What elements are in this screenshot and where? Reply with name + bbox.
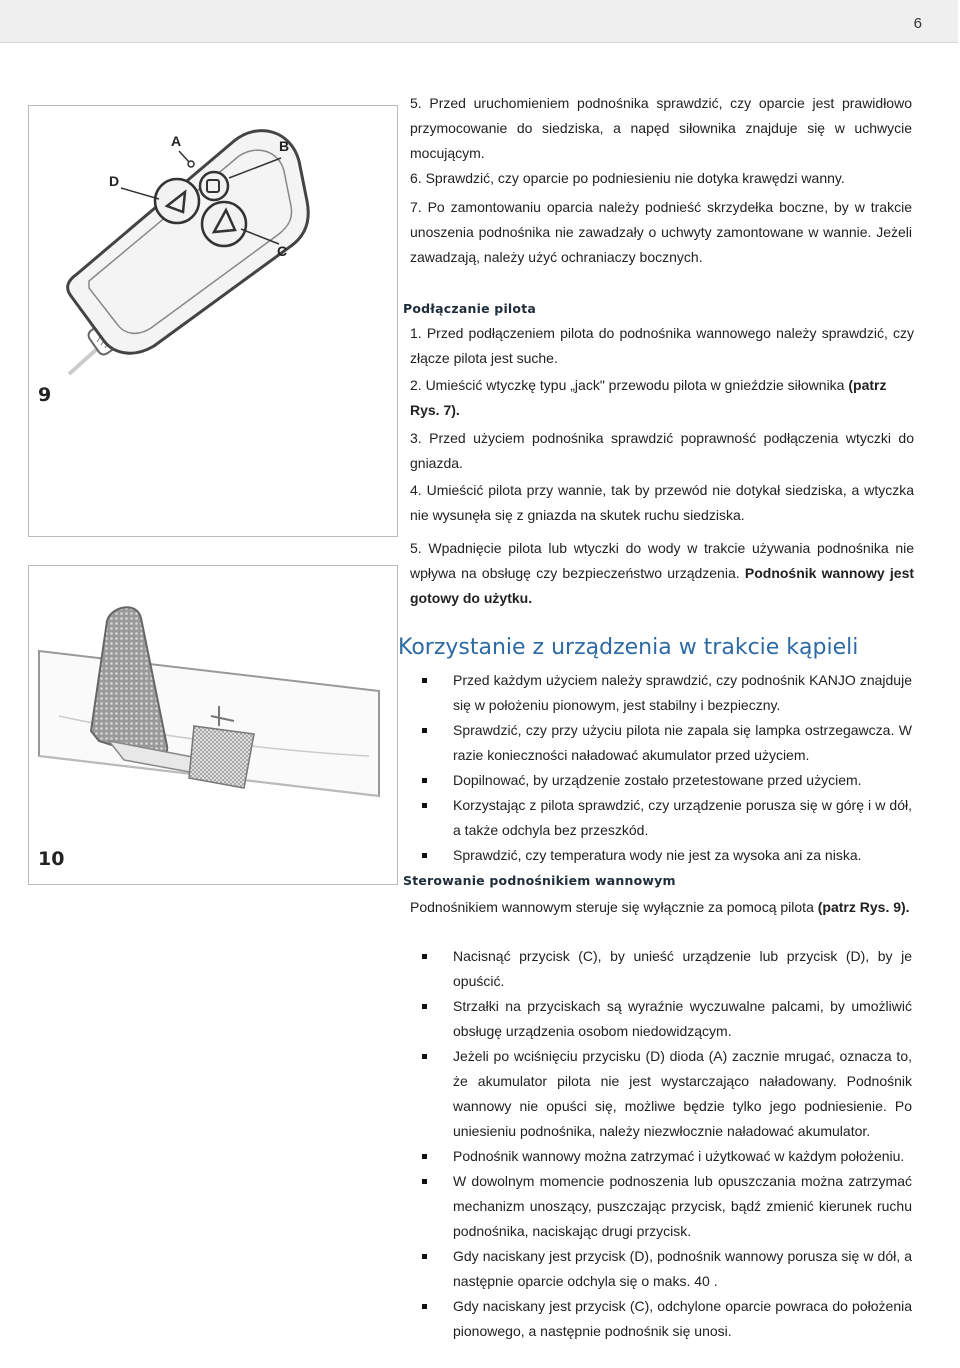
list-item: Strzałki na przyciskach są wyraźnie wyczuwalne palcami, by umożliwić obsługę urządzenia osobom niedowidzącym. [408, 994, 912, 1044]
control-bullet-list [408, 944, 912, 1344]
list-item: Sprawdzić, czy przy użyciu pilota nie zapala się lampka ostrzegawcza. W razie konieczności naładować akumulator przed użyciem. [408, 718, 912, 768]
section-bath-title: Korzystanie z urządzenia w trakcie kąpieli [398, 635, 859, 660]
control-intro [410, 895, 912, 920]
label-a: A [171, 133, 182, 149]
list-item: W dowolnym momencie podnoszenia lub opuszczania można zatrzymać mechanizm unoszący, puszczając przycisk, bądź zmienić kierunek ruchu podnośnika, naciskając drugi przycisk. [408, 1169, 912, 1244]
step-7: 7. Po zamontowaniu oparcia należy podnieść skrzydełka boczne, by w trakcie unoszenia podnośnika nie zawadzały o uchwyty zamontowane w wannie. Jeżeli zawadzają, należy użyć ochraniaczy bocznych. [410, 199, 912, 265]
figure-label-10: 10 [38, 848, 65, 870]
list-item: Podnośnik wannowy można zatrzymać i użytkować w każdym położeniu. [408, 1144, 912, 1169]
label-b: B [279, 138, 290, 154]
step-6: 6. Sprawdzić, czy oparcie po podniesieniu nie dotyka krawędzi wanny. [410, 170, 845, 186]
bullet-icon [422, 803, 427, 808]
bullet-icon [422, 1154, 427, 1159]
figure-9-remote [28, 105, 398, 537]
section-control-title: Sterowanie podnośnikiem wannowym [403, 873, 676, 888]
list-item: Sprawdzić, czy temperatura wody nie jest za wysoka ani za niska. [408, 843, 912, 868]
list-item: Gdy naciskany jest przycisk (D), podnośnik wannowy porusza się w dół, a następnie oparcie odchyla się o maks. 40 . [408, 1244, 912, 1294]
pilot-ready-note: Podnośnik wannowy jest gotowy do użytku. [410, 565, 915, 606]
pilot-step-3: 3. Przed użyciem podnośnika sprawdzić poprawność podłączenia wtyczki do gniazda. [410, 430, 914, 471]
bullet-icon [422, 1179, 427, 1184]
section-pilot-title: Podłączanie pilota [403, 301, 537, 316]
remote-control-illustration [29, 106, 397, 536]
bath-lift-illustration [29, 566, 397, 884]
list-item: Korzystając z pilota sprawdzić, czy urządzenie porusza się w górę i w dół, a także odchyla bez przeszkód. [408, 793, 912, 843]
bullet-icon [422, 728, 427, 733]
control-intro-ref: (patrz Rys. 9). [817, 899, 910, 915]
bullet-icon [422, 678, 427, 683]
list-item: Nacisnąć przycisk (C), by unieść urządzenie lub przycisk (D), by je opuścić. [408, 944, 912, 994]
list-item: Jeżeli po wciśnięciu przycisku (D) dioda (A) zacznie mrugać, oznacza to, że akumulator pilota nie jest wystarczająco naładowany. Podnośnik wannowy nie opuści się, możliwe będzie tylko jego podniesienie. Po uniesieniu podnośnika, należy niezwłocznie naładować akumulator. [408, 1044, 912, 1144]
bullet-icon [422, 853, 427, 858]
bullet-icon [422, 1254, 427, 1259]
pilot-step-4: 4. Umieścić pilota przy wannie, tak by przewód nie dotykał siedziska, a wtyczka nie wysunęła się z gniazda na skutek ruchu siedziska. [410, 482, 914, 523]
bullet-icon [422, 1054, 427, 1059]
page-number: 6 [913, 15, 922, 32]
step-5: 5. Przed uruchomieniem podnośnika sprawdzić, czy oparcie jest prawidłowo przymocowanie do siedziska, a napęd siłownika znajduje się w uchwycie mocującym. [410, 95, 912, 161]
bullet-icon [422, 1004, 427, 1009]
label-c: C [277, 243, 288, 259]
list-item: Dopilnować, by urządzenie zostało przetestowane przed użyciem. [408, 768, 912, 793]
page-header [0, 0, 958, 43]
bath-bullet-list [408, 668, 912, 868]
control-intro-text: Podnośnikiem wannowym steruje się wyłącznie za pomocą pilota [410, 899, 814, 915]
bullet-icon [422, 778, 427, 783]
pilot-step-5-text: 5. Wpadnięcie pilota lub wtyczki do wody w trakcie używania podnośnika nie wpływa na obsługę czy bezpieczeństwo urządzenia. [410, 540, 914, 581]
label-d: D [109, 173, 120, 189]
list-item: Gdy naciskany jest przycisk (C), odchylone oparcie powraca do położenia pionowego, a następnie podnośnik się unosi. [408, 1294, 912, 1344]
list-item: Przed każdym użyciem należy sprawdzić, czy podnośnik KANJO znajduje się w położeniu pionowym, jest stabilny i bezpieczny. [408, 668, 912, 718]
bullet-icon [422, 1304, 427, 1309]
pilot-step-1: 1. Przed podłączeniem pilota do podnośnika wannowego należy sprawdzić, czy złącze pilota jest suche. [410, 325, 914, 366]
pilot-step-5 [410, 536, 914, 611]
figure-10-bath-lift [28, 565, 398, 885]
bullet-icon [422, 954, 427, 959]
pilot-step-2-text: 2. Umieścić wtyczkę typu „jack" przewodu pilota w gnieździe siłownika [410, 377, 845, 393]
pilot-step-2 [410, 373, 914, 423]
pilot-step-2-ref: (patrz Rys. 7). [410, 377, 887, 418]
figure-label-9: 9 [38, 384, 52, 406]
